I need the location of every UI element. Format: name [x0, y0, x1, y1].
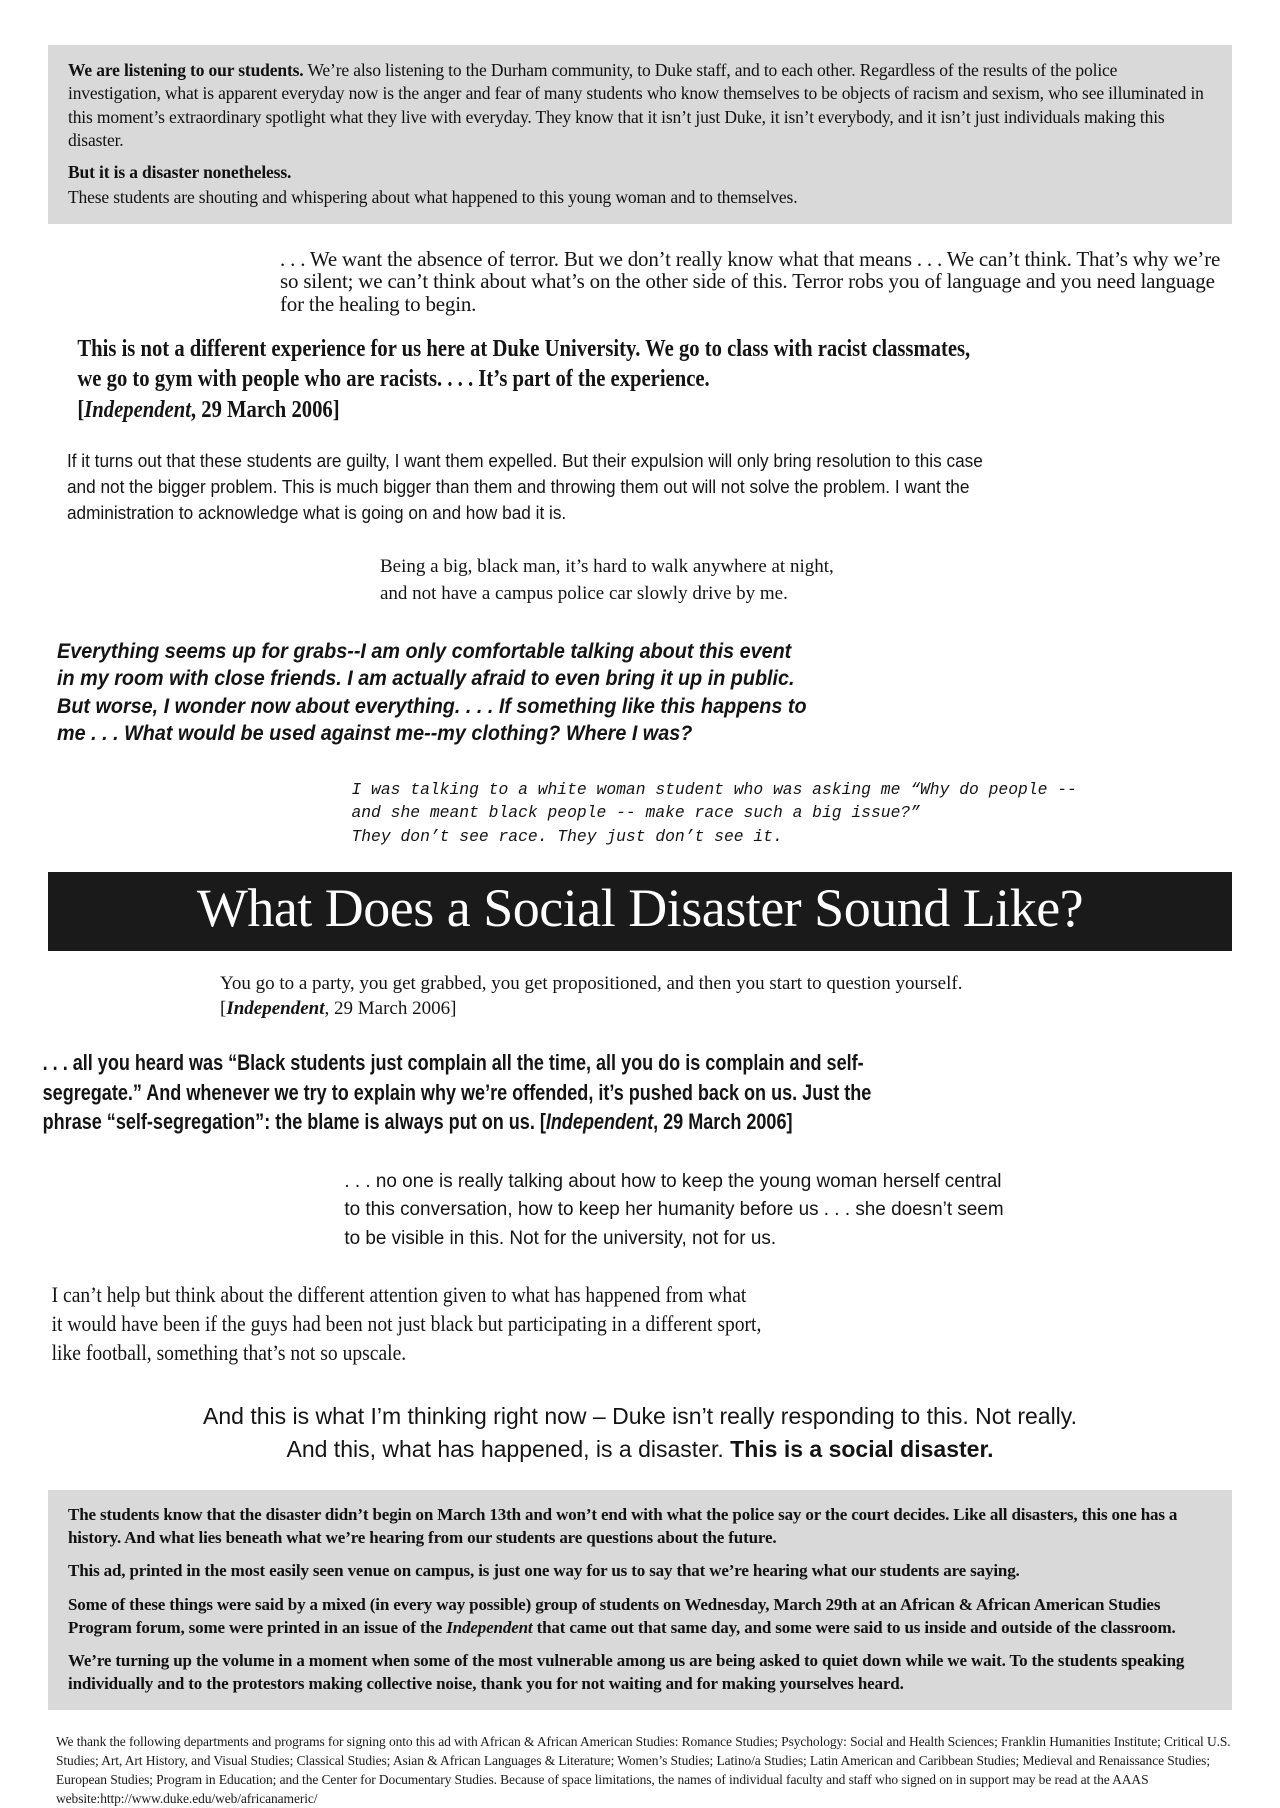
quote-noone-line-2: to this conversation, how to keep her humanity before us . . . she doesn’t seem	[344, 1198, 1004, 1221]
final-statement-line-2	[60, 1433, 1220, 1466]
quote-big-black-man-line-2: and not have a campus police car slowly drive by me.	[380, 583, 788, 605]
quote-grabs-line-2: in my room with close friends. I am actually afraid to even bring it up in public.	[57, 666, 795, 691]
quote-big-black-man	[0, 553, 1280, 608]
citation-independent-2	[220, 996, 1220, 1022]
quote-absence-of-terror: . . . We want the absence of terror. But we don’t really know what that means . . . We can’t think. That’s why we’re so silent; we can’t think about what’s on the other side of this. Terror robs you of language and you need language for the healing to begin.	[280, 246, 1221, 316]
final-statement-emphasis: This is a social disaster.	[730, 1435, 994, 1462]
quote-not-different-line-1: This is not a different experience for us here at Duke University. We go to class with racist classmates,	[77, 335, 971, 362]
quote-no-one-is-talking	[0, 1167, 1242, 1252]
quote-attention-line-1: I can’t help but think about the different attention given to what has happened from what	[51, 1281, 747, 1307]
quote-grabs-line-3: But worse, I wonder now about everything. . . . If something like this happens to	[57, 693, 807, 718]
citation-independent-1	[77, 395, 1059, 426]
top-band-lead-sentence: We are listening to our students.	[68, 60, 304, 80]
quote-party-line: You go to a party, you get grabbed, you get propositioned, and then you start to question yourself.	[220, 972, 963, 994]
citation-date-2: , 29 March 2006]	[324, 998, 457, 1020]
quote-mono-line-3: They don’t see race. They just don’t see it.	[351, 826, 783, 846]
bottom-band-paragraph-4: We’re turning up the volume in a moment when some of the most vulnerable among us are being asked to quiet down while we wait. To the students speaking individually and to the protestors making collective noise, thank you for not waiting and for making yourselves heard.	[68, 1651, 1185, 1693]
page-title: What Does a Social Disaster Sound Like?	[196, 877, 1084, 938]
quote-noone-line-1: . . . no one is really talking about how to keep the young woman herself central	[344, 1170, 1002, 1193]
quote-you-go-to-a-party	[0, 971, 1280, 1022]
citation-open-bracket-1: [	[77, 397, 85, 424]
quote-grabs-line-4: me . . . What would be used against me--my clothing? Where I was?	[57, 721, 693, 746]
citation-source-name-2: Independent	[226, 998, 325, 1020]
bottom-band-paragraph-3	[68, 1594, 1212, 1639]
quote-complain-line-2: segregate.” And whenever we try to explain why we’re offended, it’s pushed back on us. Just the	[42, 1079, 872, 1105]
quote-complain-line-3-a: phrase “self-segregation”: the blame is always put on us. [	[42, 1109, 546, 1135]
citation-date-1: , 29 March 2006]	[190, 397, 340, 424]
quote-black-students-just-complain	[0, 1048, 1050, 1137]
quote-complain-line-3	[43, 1107, 1001, 1137]
quote-students-expelled: If it turns out that these students are guilty, I want them expelled. But their expulsion will only bring resolution to this case and not the bigger problem. This is much bigger than them and throwing them out will not solve the problem. I want the administration to acknowledge what is going on and how bad it is.	[66, 449, 983, 524]
headline-banner	[48, 872, 1232, 951]
quote-mono-line-2: and she meant black people -- make race such a big issue?”	[351, 803, 921, 823]
citation-date-3: , 29 March 2006]	[653, 1109, 793, 1135]
bottom-band-paragraph-3-b: that came out that same day, and some were said to us inside and outside of the classroom.	[532, 1617, 1176, 1637]
quote-attention-line-2: it would have been if the guys had been not just black but participating in a different sport,	[51, 1311, 762, 1337]
top-band-paragraph-3: These students are shouting and whispering about what happened to this young woman and to themselves.	[68, 187, 798, 208]
top-band-paragraph-1-body: We’re also listening to the Durham community, to Duke staff, and to each other. Regardless of the results of the police investigation, what is apparent everyday now is the anger and fear of many students who know themselves to be objects of racism and sexism, who see illuminated in this moment’s extraordinary spotlight what they live with everyday. They know that it isn’t just Duke, it isn’t everybody, and it isn’t just individuals making this disaster.	[68, 60, 1204, 150]
quote-mono-line-1: I was talking to a white woman student who was asking me “Why do people --	[351, 779, 1077, 799]
bottom-statement-band	[48, 1490, 1232, 1709]
quote-not-a-different-experience	[0, 334, 1101, 426]
quote-everything-up-for-grabs	[0, 638, 1178, 748]
citation-open-bracket-2: [	[220, 998, 227, 1020]
footer-acknowledgements	[56, 1732, 1232, 1808]
final-statement-line-1: And this is what I’m thinking right now – Duke isn’t really responding to this. Not really.	[203, 1402, 1077, 1429]
citation-source-name-3: Independent	[545, 1109, 654, 1135]
citation-source-name-4: Independent	[446, 1617, 533, 1637]
quote-white-woman-student	[0, 778, 1267, 848]
citation-source-name-1: Independent	[84, 397, 191, 424]
quote-social-disaster-statement	[0, 1400, 1280, 1467]
final-statement-line-2-a: And this, what has happened, is a disaster.	[286, 1435, 731, 1462]
quote-grabs-line-1: Everything seems up for grabs--I am only comfortable talking about this event	[57, 638, 792, 663]
footer-text: We thank the following departments and programs for signing onto this ad with African & African American Studies: Romance Studies; Psychology: Social and Health Sciences; Franklin Humanities Institute; Critical U.S. Studies; Art, Art History, and Visual Studies; Classical Studies; Asian & African Languages & Literature; Women’s Studies; Latino/a Studies; Latin American and Caribbean Studies; Medieval and Renaissance Studies; European Studies; Program in Education; and the Center for Documentary Studies. Because of space limitations, the names of individual faculty and staff who signed on in support may be read at the AAAS website:http://www.duke.edu/web/africanameric/	[56, 1733, 1231, 1806]
top-band-disaster-line: But it is a disaster nonetheless.	[68, 162, 292, 183]
bottom-band-paragraph-3-a: Some of these things were said by a mixed (in every way possible) group of students on Wednesday, March 29th at an African & African American Studies Program forum, some were printed in an issue of the	[68, 1595, 1161, 1637]
quote-attention-line-3: like football, something that’s not so upscale.	[51, 1340, 407, 1366]
quote-complain-line-1: . . . all you heard was “Black students just complain all the time, all you do is complain and self-	[42, 1049, 864, 1075]
quote-big-black-man-line-1: Being a big, black man, it’s hard to walk anywhere at night,	[380, 555, 834, 577]
quote-noone-line-3: to be visible in this. Not for the university, not for us.	[344, 1226, 777, 1249]
top-statement-band	[48, 45, 1232, 224]
bottom-band-paragraph-1: The students know that the disaster didn’t begin on March 13th and won’t end with what the police say or the court decides. Like all disasters, this one has a history. And what lies beneath what we’re hearing from our students are questions about the future.	[68, 1505, 1178, 1547]
quote-different-attention	[0, 1280, 1139, 1368]
top-band-paragraph-1	[68, 59, 1212, 152]
bottom-band-paragraph-2: This ad, printed in the most easily seen venue on campus, is just one way for us to say that we’re hearing what our students are saying.	[68, 1561, 1020, 1581]
quote-not-different-line-2: we go to gym with people who are racists. . . . It’s part of the experience.	[77, 366, 710, 393]
